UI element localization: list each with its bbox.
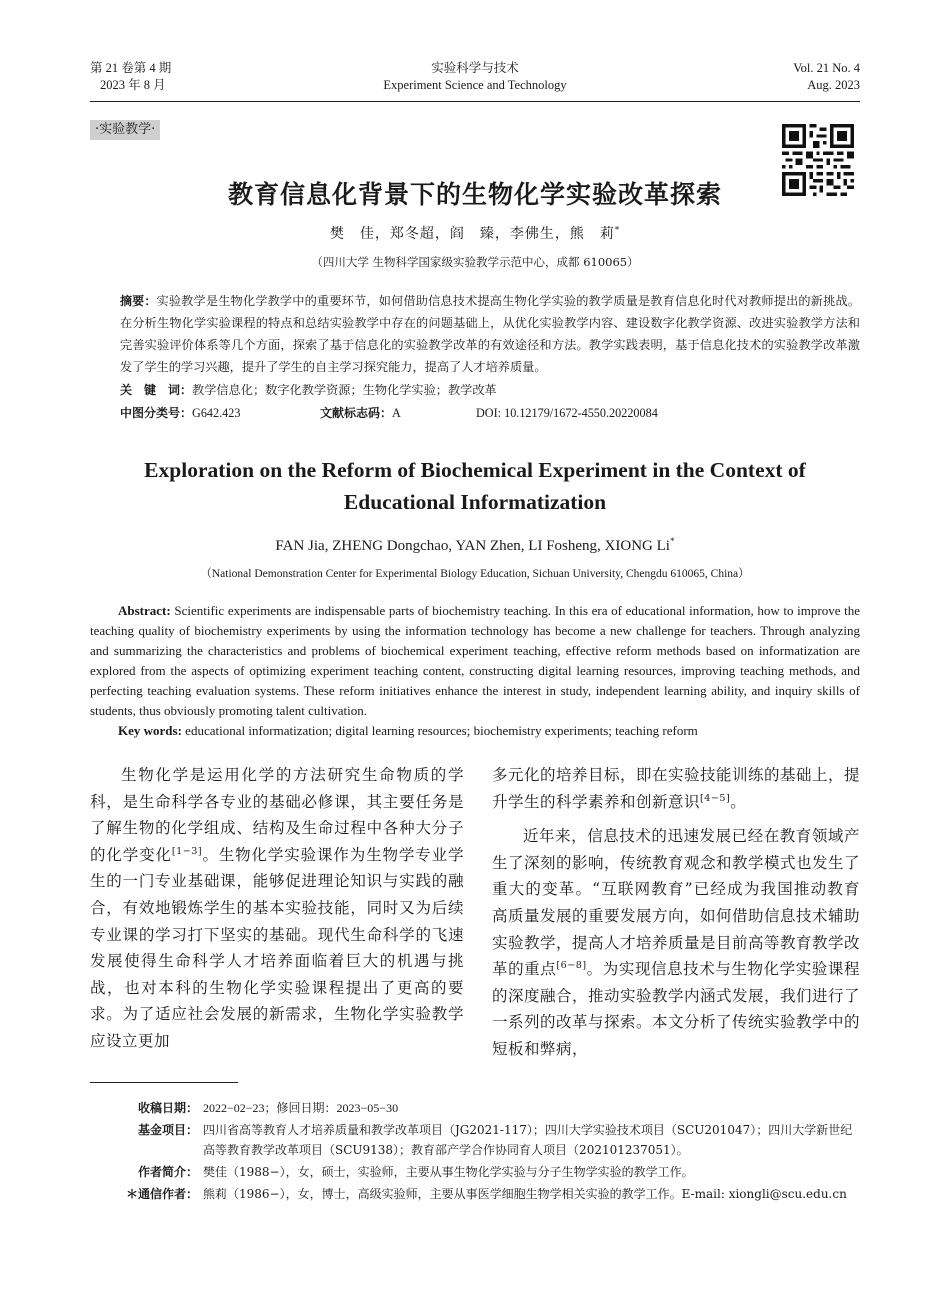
header-rule xyxy=(90,101,860,102)
footnote-rule xyxy=(90,1082,238,1083)
body-text: 近年来，信息技术的迅速发展已经在教育领域产生了深刻的影响，传统教育观念和教学模式也发生了重大的变革。“互联网教育”已经成为我国推动教育高质量发展的重要发展方向，如何借助信息技术辅助实验教学，提高人才培养质量是目前高等教育教学改革的重点 xyxy=(492,827,861,979)
authors-cn-text: 樊 佳，郑冬超，阎 臻，李佛生，熊 莉 xyxy=(329,226,615,242)
keywords-en-label: Key words: xyxy=(118,723,182,738)
paper-title-cn: 教育信息化背景下的生物化学实验改革探索 xyxy=(227,180,722,209)
body-text: 多元化的培养目标，即在实验技能训练的基础上，提升学生的科学素养和创新意识 xyxy=(492,766,861,811)
keywords-cn-label: 关 键 词： xyxy=(120,383,193,397)
fund-text: 四川省高等教育人才培养质量和教学改革项目（JG2021-117）；四川大学实验技术项目（SCU201047）；四川大学新世纪高等教育教学改革项目（SCU9138）；教育部产学合作协同育人项目（202101237051）。 xyxy=(203,1123,853,1157)
affiliation-cn: （四川大学 生物科学国家级实验教学示范中心，成都 610065） xyxy=(311,255,639,269)
doc-code-label: 文献标志码： xyxy=(320,406,393,420)
author-text: 樊佳（1988−），女，硕士，实验师，主要从事生物化学实验与分子生物学实验的教学工作。 xyxy=(203,1165,694,1179)
document-code xyxy=(320,402,401,424)
body-paragraph xyxy=(492,823,860,1062)
author-label: 作者简介： xyxy=(137,1165,198,1179)
corr-text: 熊莉（1986−），女，博士，高级实验师，主要从事医学细胞生物学相关实验的教学工作。E-mail: xiongli@scu.edu.cn xyxy=(203,1187,847,1201)
keywords-cn-text: 教学信息化；数字化教学资源；生物化学实验；教学改革 xyxy=(192,383,497,397)
header-volume-issue: 第 21 卷第 4 期 xyxy=(90,61,172,75)
abstract-en-text: Scientific experiments are indispensable parts of biochemistry teaching. In this era of educational information, how to improve the teaching quality of biochemistry experiments by using the information technology has become a new challenge for teachers. Through analyzing and summarizing the characteristics and problems of biochemical experiment teaching, effective reform methods based on informatization are explored from the aspects of optimizing experiment teaching content, constructing digital learning resources, improving teaching methods, and perfecting teaching evaluation systems. These reform initiatives enhance the interest in study, independent learning ability, and inquiry skills of students, thus obviously promoting talent cultivation. xyxy=(90,603,861,718)
authors-en: FAN Jia, ZHENG Dongchao, YAN Zhen, LI Fosheng, XIONG Li* xyxy=(275,537,675,554)
header-journal xyxy=(300,60,650,94)
doc-code-value: A xyxy=(392,406,401,420)
footnote-author xyxy=(90,1162,860,1182)
citation: [1−3] xyxy=(171,845,203,857)
body-text: 。生物化学实验课作为生物学专业学生的一门专业基础课，能够促进理论知识与实践的融合，有效地锻炼学生的基本实验技能，同时又为后续专业课的学习打下坚实的基础。现代生命科学的飞速发展使得生命科学人才培养面临着巨大的机遇与挑战，也对本科的生物化学实验课程提出了更高的要求。为了适应社会发展的新需求，生物化学实验教学应设立更加 xyxy=(90,845,464,1050)
footnote-fund xyxy=(90,1120,860,1160)
footnote-received xyxy=(90,1098,860,1118)
authors-cn: 樊 佳，郑冬超，阎 臻，李佛生，熊 莉* xyxy=(329,225,621,242)
header-volume-en xyxy=(793,60,860,94)
header-vol-no: Vol. 21 No. 4 xyxy=(793,61,860,75)
keywords-en-text: educational informatization; digital learning resources; biochemistry experiments; teaching reform xyxy=(185,723,698,738)
authors-en-text: FAN Jia, ZHENG Dongchao, YAN Zhen, LI Fosheng, XIONG Li xyxy=(275,538,670,554)
keywords-cn xyxy=(120,379,860,401)
received-text: 2022−02−23；修回日期：2023−05−30 xyxy=(203,1101,399,1115)
header-date-en: Aug. 2023 xyxy=(807,78,860,92)
footnotes xyxy=(90,1098,860,1204)
body-column-right xyxy=(492,762,860,1063)
affiliation-en: （National Demonstration Center for Experimental Biology Education, Sichuan University, Chengdu 610065, China） xyxy=(200,568,750,580)
citation: [4−5] xyxy=(700,792,731,804)
clc-label: 中图分类号： xyxy=(120,406,193,420)
abstract-cn xyxy=(120,290,860,378)
abstract-en-label: Abstract: xyxy=(118,603,171,618)
header-issue xyxy=(90,60,171,94)
paper-title-en-line1: Exploration on the Reform of Biochemical Experiment in the Context of xyxy=(144,458,806,482)
body-text: 。 xyxy=(730,792,747,811)
section-tag: ·实验教学· xyxy=(90,120,160,140)
keywords-en xyxy=(118,721,860,741)
abstract-cn-label: 摘要： xyxy=(120,294,157,308)
header-journal-en: Experiment Science and Technology xyxy=(383,78,567,92)
clc-value: G642.423 xyxy=(192,406,241,420)
fund-label: 基金项目： xyxy=(137,1123,198,1137)
abstract-en xyxy=(90,601,860,721)
body-text: 。为实现信息技术与生物化学实验课程的深度融合，推动实验教学内涵式发展，我们进行了一系列的改革与探索。本文分析了传统实验教学中的短板和弊病， xyxy=(492,960,861,1058)
abstract-cn-text: 实验教学是生物化学教学中的重要环节，如何借助信息技术提高生物化学实验的教学质量是教育信息化时代对教师提出的新挑战。在分析生物化学实验课程的特点和总结实验教学中存在的问题基础上，从优化实验教学内容、建设数字化教学资源、改进实验教学方法和完善实验评价体系等几个方面，探索了基于信息化的实验教学改革的有效途径和方法。教学实践表明，基于信息化技术的实验教学改革激发了学生的学习兴趣，提升了学生的自主学习探究能力，提高了人才培养质量。 xyxy=(120,294,860,374)
paper-title-en xyxy=(90,454,860,518)
header-journal-cn: 实验科学与技术 xyxy=(431,61,519,75)
body-paragraph xyxy=(90,762,464,1055)
clc-number xyxy=(120,402,240,424)
doi: DOI: 10.12179/1672-4550.20220084 xyxy=(476,406,658,420)
body-text: 生物化学是运用化学的方法研究生命物质的学科，是生命科学各专业的基础必修课，其主要任务是了解生物的化学组成、结构及生命过程中各种大分子的化学变化 xyxy=(90,766,464,864)
body-column-left xyxy=(90,762,464,1055)
header-date: 2023 年 8 月 xyxy=(100,78,166,92)
corr-label: ＊通信作者： xyxy=(125,1187,198,1201)
received-label: 收稿日期： xyxy=(137,1101,198,1115)
body-paragraph xyxy=(492,762,860,815)
citation: [6−8] xyxy=(556,960,587,971)
paper-title-en-line2: Educational Informatization xyxy=(343,490,607,514)
footnote-corresponding xyxy=(90,1184,860,1204)
